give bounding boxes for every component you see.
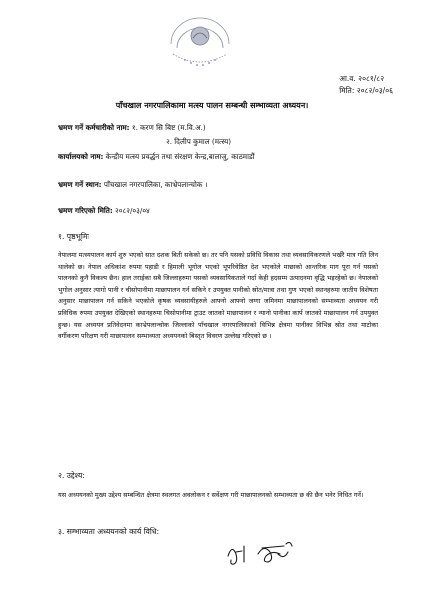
method-heading: ३. सम्भाव्यता अध्ययनको कार्य विधि: <box>58 527 160 536</box>
officer-label: भ्रमण गर्ने कर्मचारीको नाम: <box>58 123 130 132</box>
visit-date-value: २०८२/०३/०४ <box>115 206 150 215</box>
objective-heading: २. उद्देश्य: <box>58 471 85 480</box>
officer-row-1 <box>58 122 206 133</box>
place-label: भ्रमण गर्ने स्थान: <box>58 180 102 189</box>
office-row <box>58 151 255 162</box>
objective-paragraph: यस अध्ययनको मुख्य उद्देश्य सम्बन्धित क्षेत्रमा स्थलगत अवलोकन र सर्वेक्षण गरी माछापालनको सम्भाव्यता छ की छैन भनेर निधित गर्ने। <box>58 491 364 499</box>
background-heading: १. पृष्ठभूमिः <box>58 232 89 241</box>
office-value: केन्द्रीय मत्स्य प्रवर्द्धन तथा संरक्षण केन्द्र,बालाजु, काठमाडौं <box>105 152 255 161</box>
visit-date-label: भ्रमण गरिएको मिति: <box>58 206 113 215</box>
place-row <box>58 179 207 190</box>
header-date: मिति: २०८२/०३/०६ <box>339 86 393 95</box>
fiscal-year-ref: आ.व. २०८१/८२ <box>339 74 385 83</box>
officer-row-2 <box>166 136 231 147</box>
officer-1: १. करण सि बिष्ट (म.वि.अ.) <box>131 123 206 132</box>
office-seal-stamp <box>163 14 237 74</box>
officer-2: २. दिलीप कुमाल (मत्स्य) <box>166 137 232 146</box>
handwritten-signature <box>222 538 312 568</box>
office-label: कार्यालयको नाम: <box>58 152 104 161</box>
document-title: पाँचखाल नगरपालिकामा मत्स्य पालन सम्बन्धी सम्भाव्यता अध्ययन। <box>115 101 309 110</box>
place-value: पाँचखाल नगरपालिका, काभ्रेपलान्चोक । <box>103 180 208 189</box>
reference-block <box>339 73 393 97</box>
background-paragraph: नेपालमा मत्स्यपालन कार्य शुरु भएको सात दशक बिती सकेको छ। तर पनि यसको प्रविधि विकास तथा व्यवसायिकरणले भर्खरै मात्र गति लिन थालेको छ। नेपाल अधिकांश रुपमा पहाडी र हिमाली भूगोल भएको भूपरिवेष्ठित देश भएकोले माछाको आन्तरिक माग पूरा गर्न यसको पालनको कुनै विकल्प छैन। हाल तराईका सबै जिल्लाहरुमा यसको व्यवसायिकताले गर्दा केही हदसम्म उत्पादनमा वृद्धि भइरहेको छ। नेपालको भुगोल अनुसार त्यागो पानी र चीसोपानीमा माछापालन गर्न सकिने र उपयुक्त पानीको स्रोत/मात्रा तथा गुण भएको स्थानहरुमा जातीय विशेषता अनुसार माछापालन गर्न सकिने भएकोले कृषक व्यवसायीहरुले आफ्नो आफ्नो जग्गा जमिनमा माछापालनको सम्भाव्यता अध्ययन गरी प्रविधिक रुपमा उपयुक्त देखिएको स्थानहरुमा चिसोपानीमा ट्राउट जातको माछापालन र न्यानो पानीका कार्प जातको माछापालन गर्न उपयुक्त हुन्छ। यस अध्ययन प्रतिवेदनमा काभ्रेपलान्चोक जिल्लाको पाँचखाल नगरपालिकाको विभिन्न क्षेत्रमा पानीका विभिन्न स्रोत तथा माटोका वर्गीकरण परिक्षण गरी माछापालन सम्भाव्यता अध्ययनको बिस्तृत विवरण उल्लेख गरिएको छ । <box>58 251 378 341</box>
visit-date-row <box>58 205 150 216</box>
